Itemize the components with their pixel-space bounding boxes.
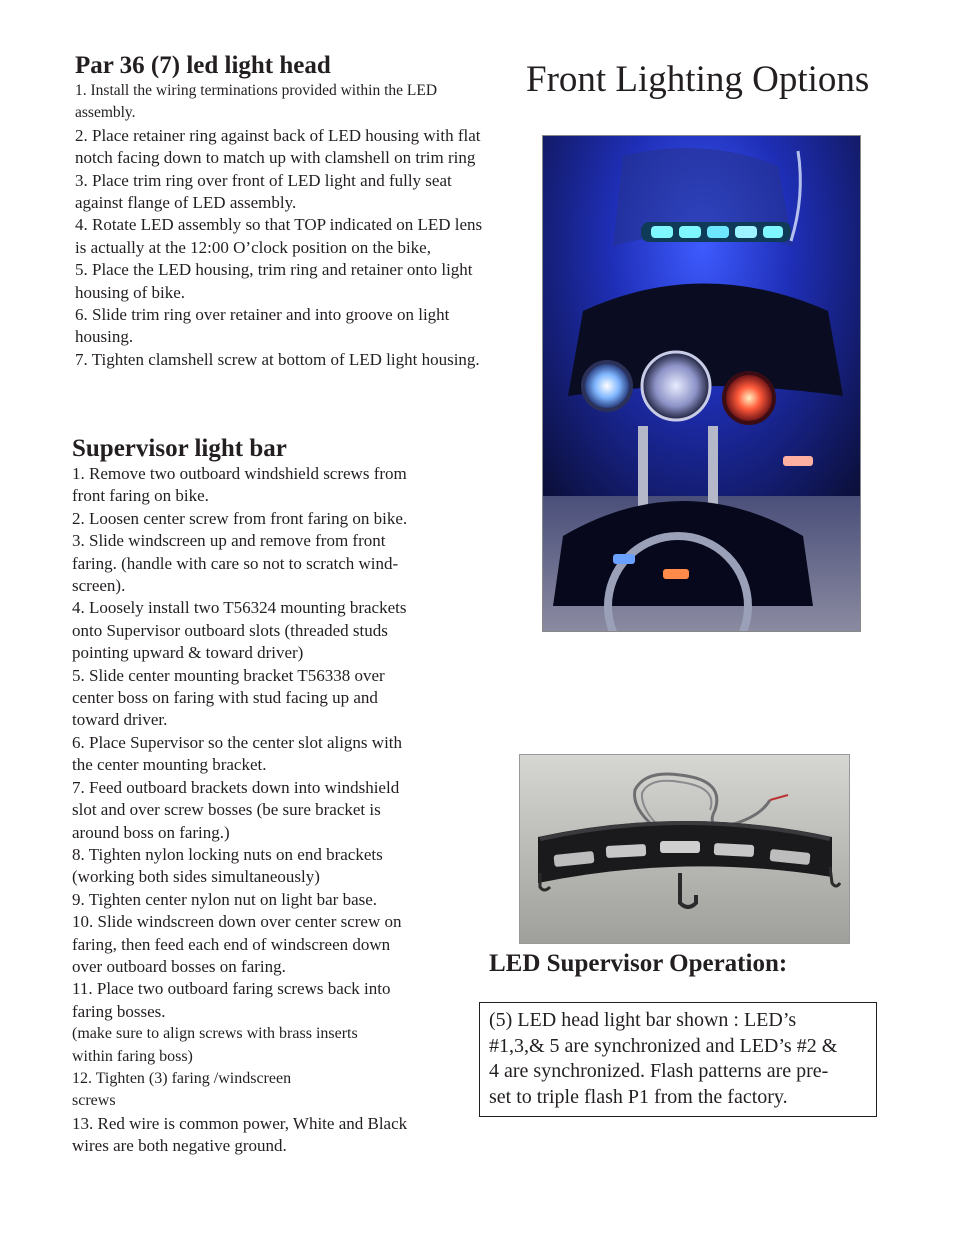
supervisor-heading: Supervisor light bar [72, 435, 287, 462]
motorcycle-image [543, 136, 860, 631]
supervisor-line: onto Supervisor outboard slots (threaded studs [72, 620, 388, 640]
supervisor-line: (make sure to align screws with brass inserts [72, 1025, 358, 1043]
par36-line: housing. [75, 327, 134, 347]
supervisor-line: 2. Loosen center screw from front faring on bike. [72, 508, 408, 528]
supervisor-line: faring bosses. [72, 1001, 166, 1021]
supervisor-line: pointing upward & toward driver) [72, 643, 304, 663]
supervisor-line: toward driver. [72, 710, 168, 730]
supervisor-line: 10. Slide windscreen down over center screw on [72, 912, 402, 932]
page-title: Front Lighting Options [526, 59, 870, 100]
supervisor-line: 7. Feed outboard brackets down into windshield [72, 777, 400, 797]
supervisor-line: (working both sides simultaneously) [72, 867, 320, 887]
led-operation-heading: LED Supervisor Operation: [489, 950, 788, 977]
supervisor-line: front faring on bike. [72, 486, 209, 506]
par36-line: 5. Place the LED housing, trim ring and retainer onto light [75, 260, 473, 280]
par36-line: 4. Rotate LED assembly so that TOP indicated on LED lens [75, 215, 483, 235]
supervisor-line: faring, then feed each end of windscreen down [72, 934, 391, 954]
light-bar-photo [519, 754, 850, 944]
supervisor-line: within faring boss) [72, 1047, 193, 1065]
supervisor-line: screws [72, 1092, 116, 1110]
par36-line: 6. Slide trim ring over retainer and into groove on light [75, 305, 450, 325]
supervisor-line: 5. Slide center mounting bracket T56338 over [72, 665, 385, 685]
supervisor-line: 9. Tighten center nylon nut on light bar base. [72, 889, 378, 909]
par36-line: against flange of LED assembly. [75, 193, 297, 213]
supervisor-line: 3. Slide windscreen up and remove from front [72, 531, 386, 551]
par36-heading: Par 36 (7) led light head [75, 52, 331, 79]
led-operation-line: 4 are synchronized. Flash patterns are pre- [489, 1060, 829, 1082]
supervisor-line: slot and over screw bosses (be sure bracket is [72, 800, 381, 820]
par36-line: 7. Tighten clamshell screw at bottom of LED light housing. [75, 349, 480, 369]
supervisor-line: the center mounting bracket. [72, 755, 267, 775]
supervisor-line: 6. Place Supervisor so the center slot aligns with [72, 732, 403, 752]
led-operation-line: (5) LED head light bar shown : LED’s [489, 1009, 797, 1031]
supervisor-line: 11. Place two outboard faring screws back into [72, 979, 391, 999]
supervisor-line: wires are both negative ground. [72, 1136, 287, 1156]
supervisor-line: 4. Loosely install two T56324 mounting brackets [72, 598, 407, 618]
supervisor-line: around boss on faring.) [72, 822, 230, 842]
par36-line: 1. Install the wiring terminations provided within the LED [75, 82, 438, 99]
par36-line: 2. Place retainer ring against back of LED housing with flat [75, 125, 481, 145]
par36-line: 3. Place trim ring over front of LED light and fully seat [75, 170, 452, 190]
supervisor-line: screen). [72, 576, 126, 596]
par36-instructions [75, 80, 482, 371]
supervisor-line: 12. Tighten (3) faring /windscreen [72, 1069, 292, 1087]
par36-line: is actually at the 12:00 O’clock position on the bike, [75, 237, 431, 257]
led-operation-box [479, 1002, 877, 1117]
supervisor-line: faring. (handle with care so not to scratch wind- [72, 553, 399, 573]
supervisor-line: over outboard bosses on faring. [72, 956, 286, 976]
led-operation-line: set to triple flash P1 from the factory. [489, 1085, 788, 1108]
motorcycle-lights-photo [542, 135, 861, 632]
led-operation-line: #1,3,& 5 are synchronized and LED’s #2 & [489, 1034, 838, 1057]
supervisor-line: center boss on faring with stud facing up and [72, 688, 378, 708]
par36-line: notch facing down to match up with clamshell on trim ring [75, 148, 476, 168]
supervisor-instructions [72, 463, 407, 1158]
supervisor-line: 1. Remove two outboard windshield screws from [72, 464, 407, 483]
par36-line: housing of bike. [75, 282, 186, 302]
par36-line: assembly. [75, 104, 136, 122]
light-bar-image [520, 755, 849, 943]
supervisor-line: 8. Tighten nylon locking nuts on end brackets [72, 844, 383, 864]
supervisor-line: 13. Red wire is common power, White and Black [72, 1113, 408, 1133]
